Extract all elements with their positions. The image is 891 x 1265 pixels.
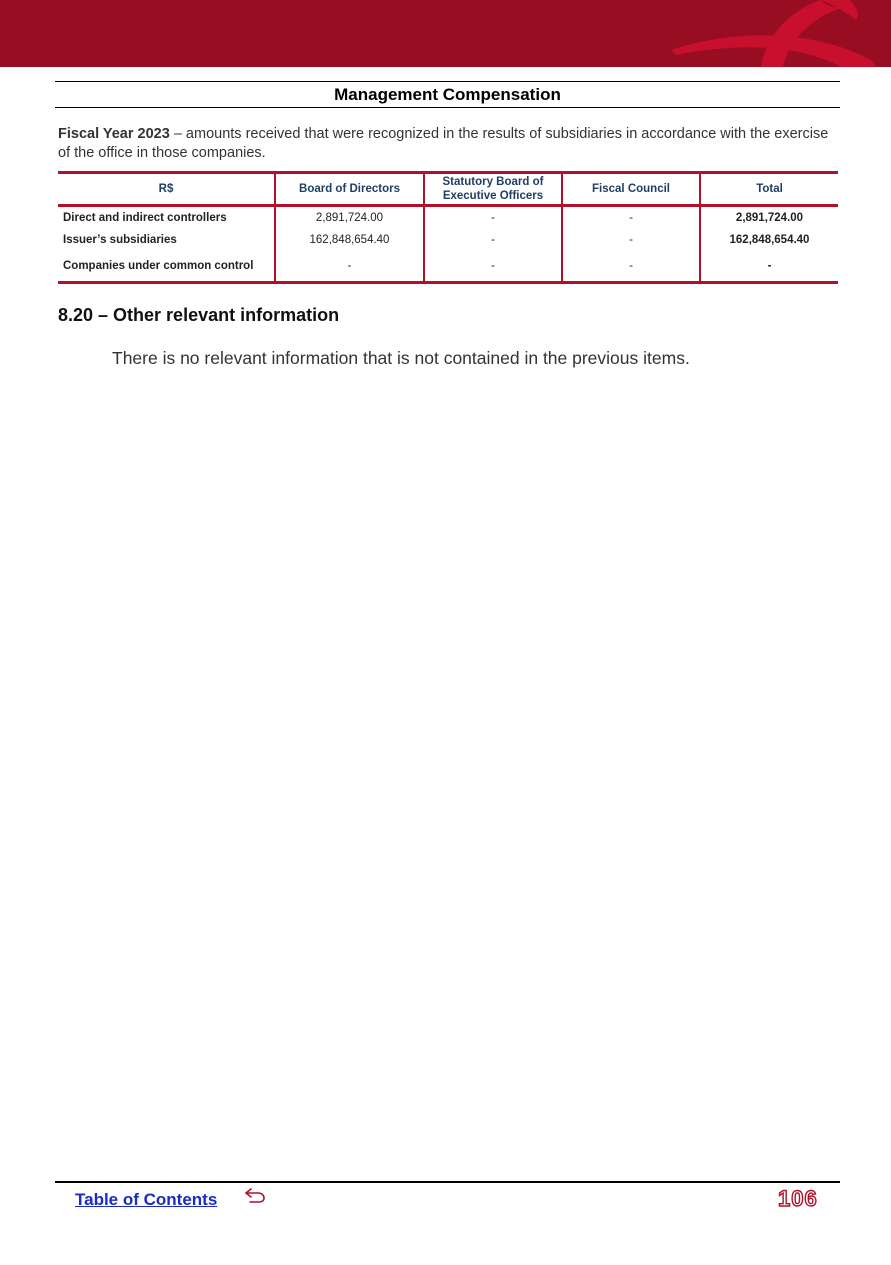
return-arrow-icon[interactable]: [244, 1186, 266, 1204]
table-row: [58, 229, 838, 251]
section-heading: 8.20 – Other relevant information: [58, 305, 340, 325]
cell-total: -: [700, 251, 838, 283]
cell-board: 162,848,654.40: [275, 229, 424, 251]
intro-text: – amounts received that were recognized in the results of subsidiaries in accordance with the exercise of the office in those companies.: [58, 126, 829, 161]
top-banner: [0, 0, 891, 67]
row-label: Direct and indirect controllers: [63, 212, 227, 224]
cell-board: 2,891,724.00: [275, 206, 424, 230]
brand-flame-icon: [671, 0, 891, 67]
intro-paragraph: [58, 125, 840, 163]
section-body-text: There is no relevant information that is not contained in the previous items.: [112, 348, 690, 368]
page-number: 106: [778, 1186, 818, 1211]
row-label: Companies under common control: [58, 251, 275, 283]
table-of-contents-link[interactable]: Table of Contents: [75, 1190, 218, 1209]
cell-fiscal: -: [562, 206, 700, 230]
table-header-row: [58, 173, 838, 206]
compensation-table: [58, 171, 838, 284]
footer-divider: [55, 1181, 840, 1183]
intro-bold-lead: Fiscal Year 2023: [58, 126, 170, 142]
header-total: Total: [700, 173, 838, 206]
cell-fiscal: -: [562, 229, 700, 251]
cell-total: 162,848,654.40: [700, 229, 838, 251]
cell-exec: -: [424, 229, 562, 251]
table-row: [58, 251, 838, 283]
section-title: Management Compensation: [55, 81, 840, 108]
cell-exec: -: [424, 251, 562, 283]
header-board-of-directors: Board of Directors: [275, 173, 424, 206]
header-fiscal-council: Fiscal Council: [562, 173, 700, 206]
cell-exec: -: [424, 206, 562, 230]
cell-board: -: [275, 251, 424, 283]
cell-fiscal: -: [562, 251, 700, 283]
header-currency: R$: [58, 173, 275, 206]
header-statutory-board: Statutory Board of Executive Officers: [424, 173, 562, 206]
table-row: [58, 206, 838, 230]
row-label: Issuer’s subsidiaries: [63, 234, 177, 246]
cell-total: 2,891,724.00: [700, 206, 838, 230]
